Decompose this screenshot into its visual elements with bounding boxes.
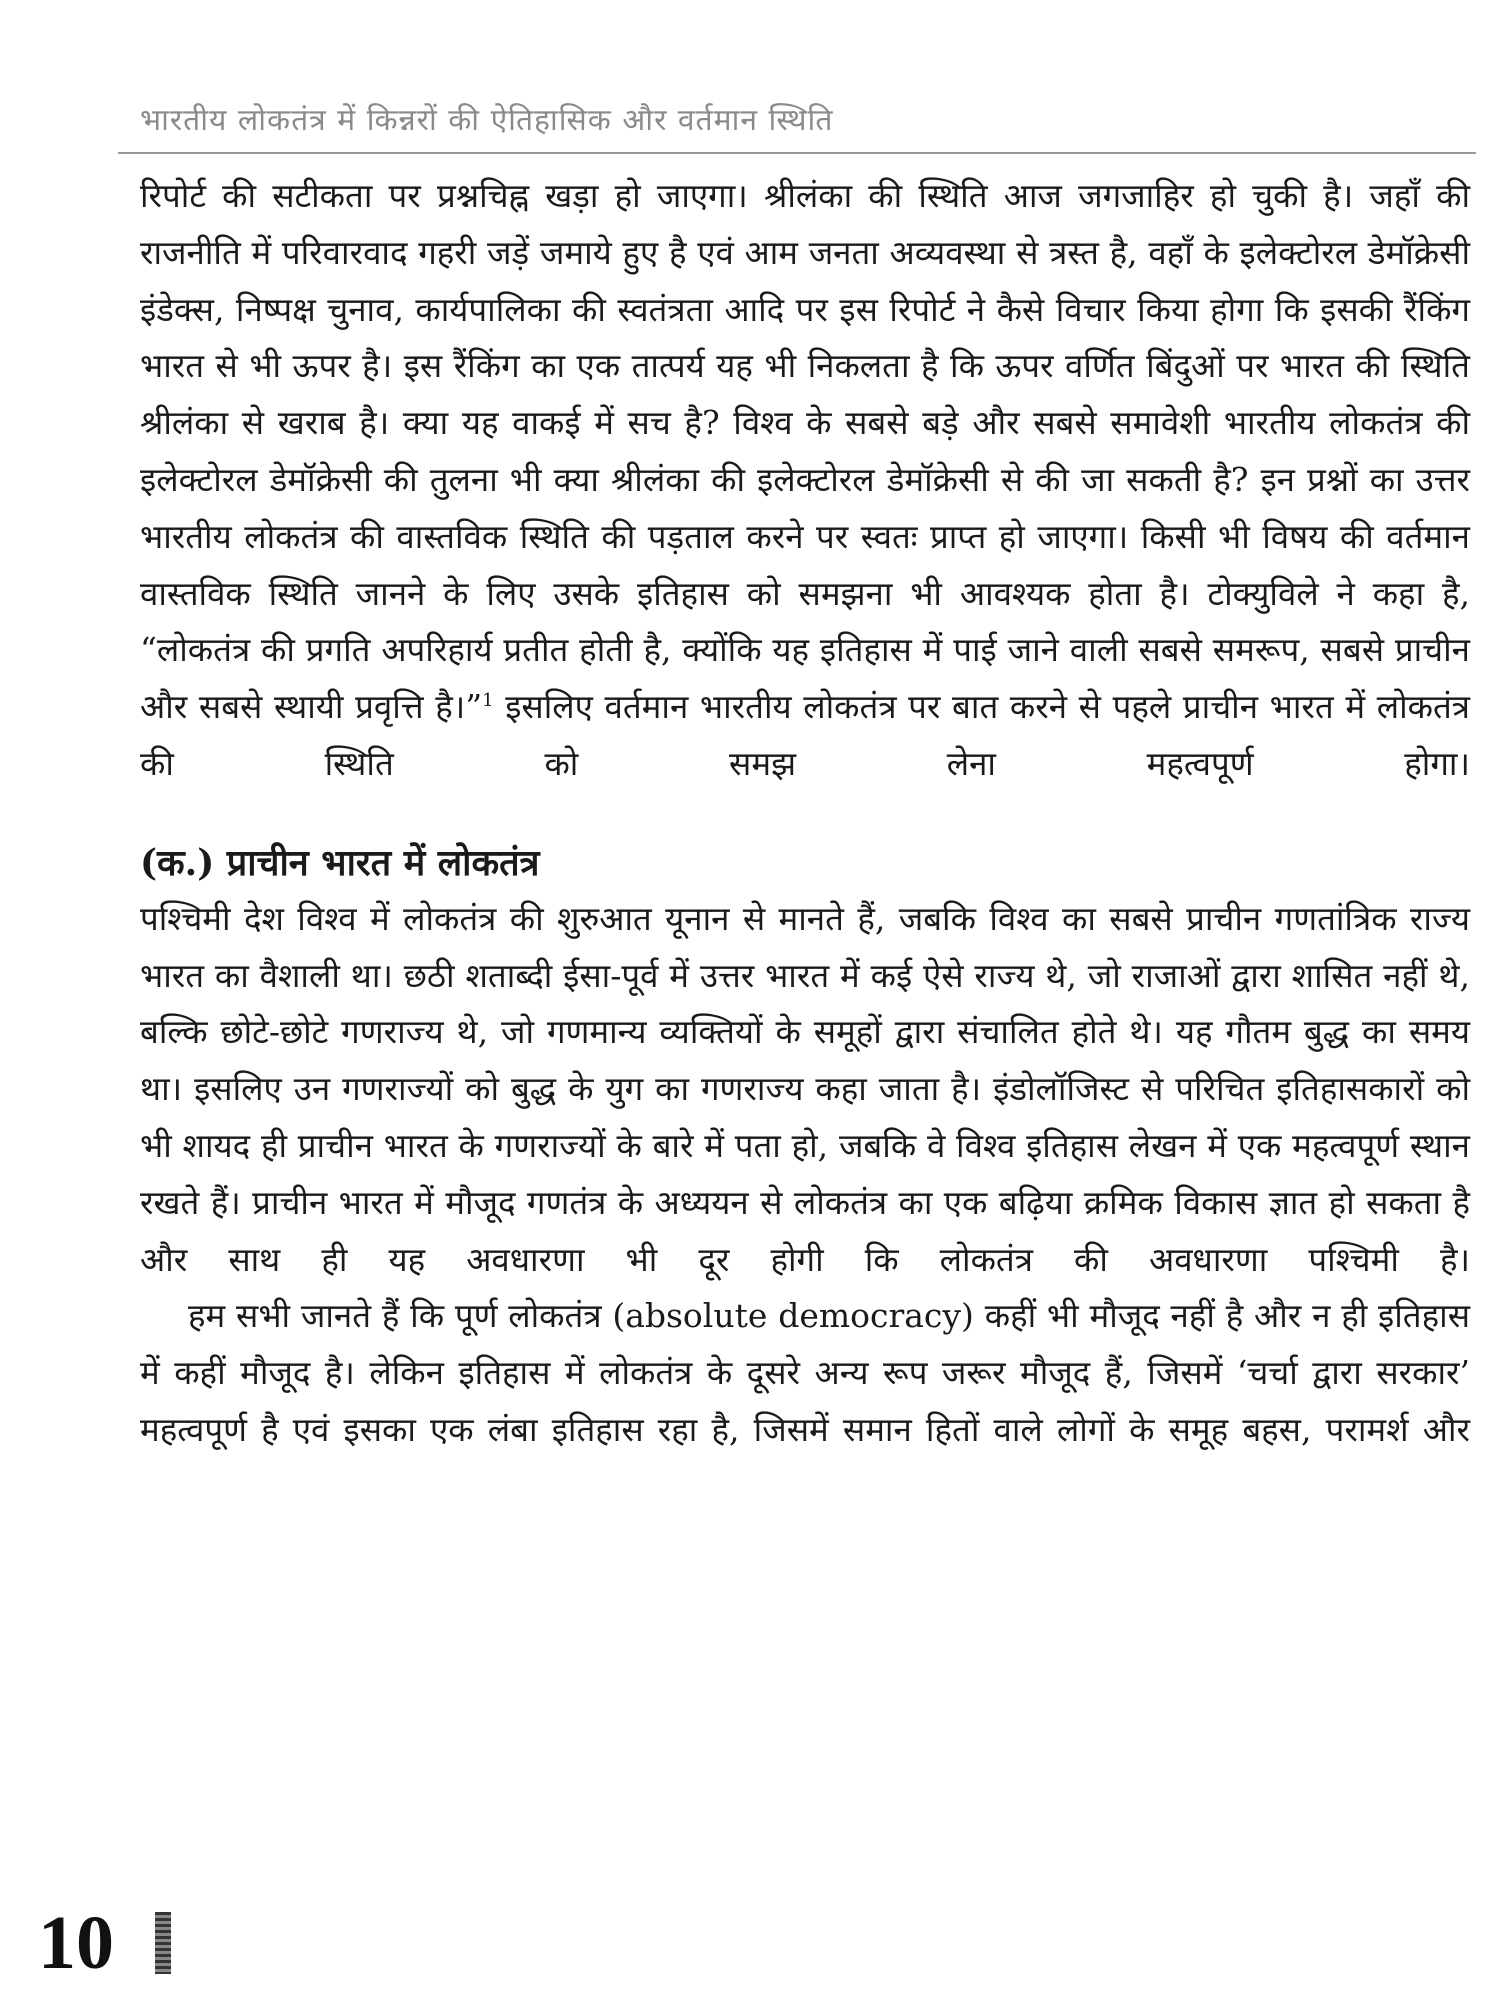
running-header: भारतीय लोकतंत्र में किन्नरों की ऐतिहासिक और वर्तमान स्थिति — [140, 103, 834, 138]
page-number: 10 — [38, 1901, 114, 1985]
intro-text-continued: इसलिए वर्तमान भारतीय लोकतंत्र पर बात करने से पहले प्राचीन भारत में लोकतंत्र की स्थिति को समझ लेना महत्वपूर्ण होगा। — [140, 687, 1470, 783]
section-paragraph-2: हम सभी जानते हैं कि पूर्ण लोकतंत्र (absolute democracy) कहीं भी मौजूद नहीं है और न ही इतिहास में कहीं मौजूद है। लेकिन इतिहास में लोकतंत्र के दूसरे अन्य रूप जरूर मौजूद हैं, जिसमें ‘चर्चा द्वारा सरकार’ महत्वपूर्ण है एवं इसका एक लंबा इतिहास रहा है, जिसमें समान हितों वाले लोगों के समूह बहस, परामर्श और — [140, 1296, 1470, 1449]
footnote-marker: 1 — [482, 690, 494, 712]
section-paragraph-1: पश्चिमी देश विश्व में लोकतंत्र की शुरुआत यूनान से मानते हैं, जबकि विश्व का सबसे प्राचीन गणतांत्रिक राज्य भारत का वैशाली था। छठी शताब्दी ईसा-पूर्व में उत्तर भारत में कई ऐसे राज्य थे, जो राजाओं द्वारा शासित नहीं थे, बल्कि छोटे-छोटे गणराज्य थे, जो गणमान्य व्यक्तियों के समूहों द्वारा संचालित होते थे। यह गौतम बुद्ध का समय था। इसलिए उन गणराज्यों को बुद्ध के युग का गणराज्य कहा जाता है। इंडोलॉजिस्ट से परिचित इतिहासकारों को भी शायद ही प्राचीन भारत के गणराज्यों के बारे में पता हो, जबकि वे विश्व इतिहास लेखन में एक महत्वपूर्ण स्थान रखते हैं। प्राचीन भारत में मौजूद गणतंत्र के अध्ययन से लोकतंत्र का एक बढ़िया क्रमिक विकास ज्ञात हो सकता है और साथ ही यह अवधारणा भी दूर होगी कि लोकतंत्र की अवधारणा पश्चिमी है। — [140, 898, 1470, 1279]
body-text — [140, 168, 1470, 1459]
section-spacer — [140, 793, 1470, 835]
page-number-bar — [155, 1912, 171, 1974]
section-heading: (क.) प्राचीन भारत में लोकतंत्र — [140, 841, 540, 884]
intro-paragraph — [140, 168, 1470, 793]
intro-text: रिपोर्ट की सटीकता पर प्रश्नचिह्न खड़ा हो जाएगा। श्रीलंका की स्थिति आज जगजाहिर हो चुकी है। जहाँ की राजनीति में परिवारवाद गहरी जड़ें जमाये हुए है एवं आम जनता अव्यवस्था से त्रस्त है, वहाँ के इलेक्टोरल डेमॉक्रेसी इंडेक्स, निष्पक्ष चुनाव, कार्यपालिका की स्वतंत्रता आदि पर इस रिपोर्ट ने कैसे विचार किया होगा कि इसकी रैंकिंग भारत से भी ऊपर है। इस रैंकिंग का एक तात्पर्य यह भी निकलता है कि ऊपर वर्णित बिंदुओं पर भारत की स्थिति श्रीलंका से खराब है। क्या यह वाकई में सच है? विश्व के सबसे बड़े और सबसे समावेशी भारतीय लोकतंत्र की इलेक्टोरल डेमॉक्रेसी की तुलना भी क्या श्रीलंका की इलेक्टोरल डेमॉक्रेसी से की जा सकती है? इन प्रश्नों का उत्तर भारतीय लोकतंत्र की वास्तविक स्थिति की पड़ताल करने पर स्वतः प्राप्त हो जाएगा। किसी भी विषय की वर्तमान वास्तविक स्थिति जानने के लिए उसके इतिहास को समझना भी आवश्यक होता है। टोक्युविले ने कहा है, “लोकतंत्र की प्रगति अपरिहार्य प्रतीत होती है, क्योंकि यह इतिहास में पाई जाने वाली सबसे समरूप, सबसे प्राचीन और सबसे स्थायी प्रवृत्ति है।” — [140, 176, 1470, 727]
header-rule — [118, 152, 1476, 154]
